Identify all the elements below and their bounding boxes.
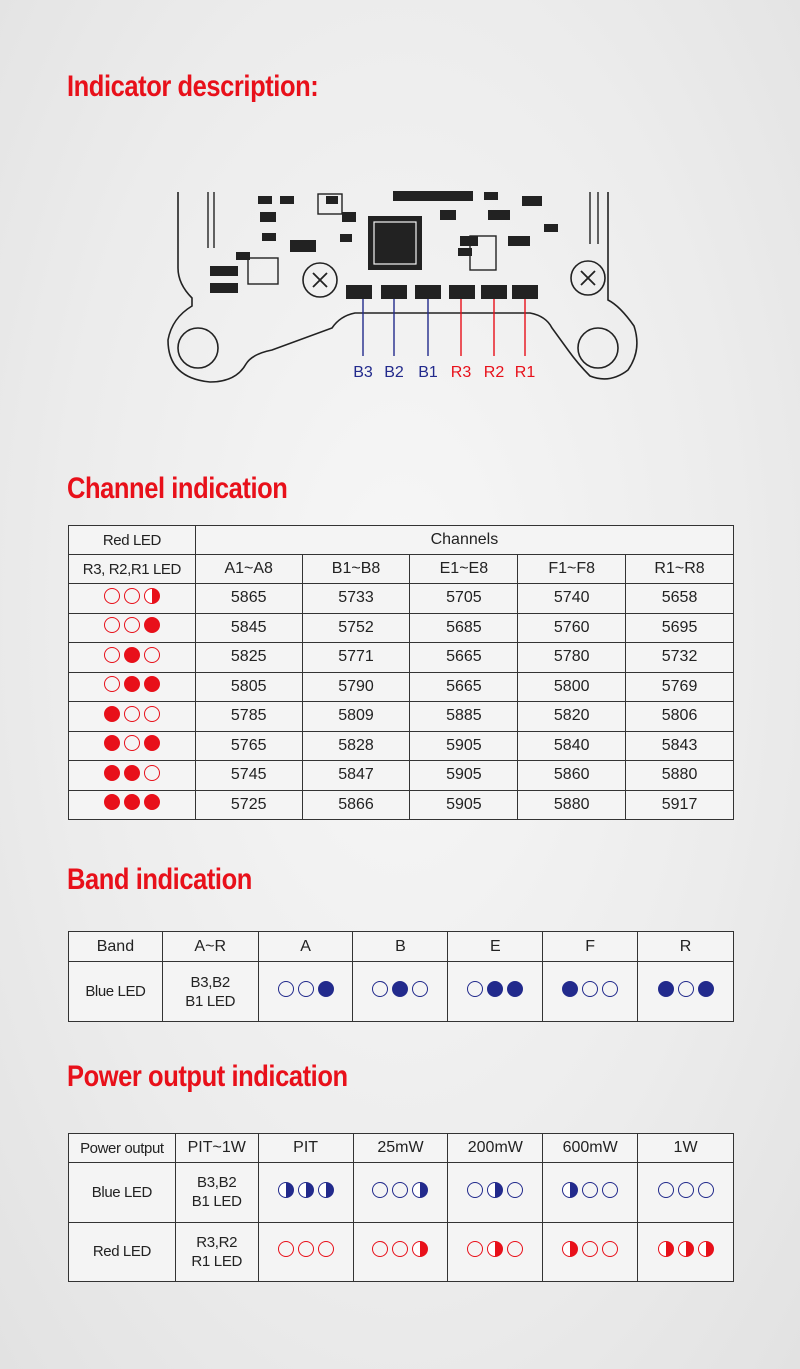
led-off-indicator bbox=[124, 617, 140, 633]
frequency-cell: 5840 bbox=[518, 731, 626, 761]
frequency-cell: 5771 bbox=[302, 643, 410, 673]
led-group bbox=[104, 706, 160, 722]
channel-col-header: F1~F8 bbox=[518, 555, 626, 584]
frequency-cell: 5800 bbox=[518, 672, 626, 702]
power-row-sub-line1: R3,R2 bbox=[196, 1233, 238, 1251]
led-half-indicator bbox=[412, 1182, 428, 1198]
frequency-cell: 5752 bbox=[302, 613, 410, 643]
band-heading: Band indication bbox=[67, 863, 252, 896]
led-off-indicator bbox=[104, 617, 120, 633]
table-row bbox=[69, 584, 734, 614]
led-on-indicator bbox=[507, 981, 523, 997]
band-row-sub-line2: B1 LED bbox=[185, 992, 236, 1010]
led-group bbox=[467, 981, 523, 997]
led-half-indicator bbox=[278, 1182, 294, 1198]
led-off-indicator bbox=[467, 1182, 483, 1198]
band-col-header: F bbox=[543, 932, 638, 962]
led-on-indicator bbox=[124, 676, 140, 692]
band-col-header: R bbox=[638, 932, 734, 962]
led-group bbox=[467, 1241, 523, 1257]
led-half-indicator bbox=[487, 1182, 503, 1198]
channel-col-header: A1~A8 bbox=[195, 555, 302, 584]
led-off-indicator bbox=[318, 1241, 334, 1257]
frequency-cell: 5805 bbox=[195, 672, 302, 702]
frequency-cell: 5880 bbox=[518, 790, 626, 820]
led-off-indicator bbox=[582, 1241, 598, 1257]
led-off-indicator bbox=[372, 981, 388, 997]
power-row-label: Blue LED bbox=[69, 1163, 176, 1223]
table-row bbox=[69, 1222, 734, 1282]
frequency-cell: 5905 bbox=[410, 761, 518, 791]
table-row bbox=[69, 790, 734, 820]
led-half-indicator bbox=[487, 1241, 503, 1257]
table-row bbox=[69, 613, 734, 643]
table-row bbox=[69, 1163, 734, 1223]
led-group bbox=[372, 981, 428, 997]
led-on-indicator bbox=[658, 981, 674, 997]
led-off-indicator bbox=[467, 1241, 483, 1257]
led-off-indicator bbox=[698, 1182, 714, 1198]
table-row bbox=[69, 643, 734, 673]
power-row-label: Red LED bbox=[69, 1222, 176, 1282]
frequency-cell: 5705 bbox=[410, 584, 518, 614]
power-col-header: 600mW bbox=[543, 1134, 638, 1163]
channel-col-header: R1~R8 bbox=[626, 555, 734, 584]
band-row-sub-line1: B3,B2 bbox=[190, 973, 230, 991]
band-table bbox=[68, 931, 734, 1022]
band-header-label: Band bbox=[69, 932, 163, 962]
red-led-cell bbox=[69, 613, 196, 643]
red-led-cell bbox=[353, 1222, 448, 1282]
led-group bbox=[467, 1182, 523, 1198]
table-row bbox=[69, 702, 734, 732]
led-group bbox=[562, 1182, 618, 1198]
led-group bbox=[372, 1241, 428, 1257]
power-row-sub-line2: R1 LED bbox=[191, 1252, 243, 1270]
frequency-cell: 5806 bbox=[626, 702, 734, 732]
led-off-indicator bbox=[678, 981, 694, 997]
led-group bbox=[658, 1182, 714, 1198]
led-group bbox=[562, 1241, 618, 1257]
frequency-cell: 5665 bbox=[410, 643, 518, 673]
led-off-indicator bbox=[278, 1241, 294, 1257]
power-col-header: 1W bbox=[638, 1134, 734, 1163]
red-led-cell bbox=[69, 584, 196, 614]
led-half-indicator bbox=[412, 1241, 428, 1257]
blue-led-cell bbox=[543, 1163, 638, 1223]
band-row-sub bbox=[162, 962, 258, 1022]
led-on-indicator bbox=[487, 981, 503, 997]
channel-table bbox=[68, 525, 734, 820]
red-led-cell bbox=[69, 731, 196, 761]
frequency-cell: 5825 bbox=[195, 643, 302, 673]
label-r1: R1 bbox=[514, 364, 536, 381]
led-group bbox=[104, 676, 160, 692]
led-off-indicator bbox=[602, 1182, 618, 1198]
led-half-indicator bbox=[658, 1241, 674, 1257]
band-col-header: A bbox=[258, 932, 353, 962]
blue-led-cell bbox=[258, 962, 353, 1022]
label-b1: B1 bbox=[418, 364, 438, 381]
led-on-indicator bbox=[124, 794, 140, 810]
led-on-indicator bbox=[392, 981, 408, 997]
band-col-header: E bbox=[448, 932, 543, 962]
led-off-indicator bbox=[602, 981, 618, 997]
frequency-cell: 5740 bbox=[518, 584, 626, 614]
led-off-indicator bbox=[104, 676, 120, 692]
frequency-cell: 5785 bbox=[195, 702, 302, 732]
frequency-cell: 5658 bbox=[626, 584, 734, 614]
frequency-cell: 5685 bbox=[410, 613, 518, 643]
led-group bbox=[104, 588, 160, 604]
led-off-indicator bbox=[298, 1241, 314, 1257]
led-on-indicator bbox=[318, 981, 334, 997]
led-off-indicator bbox=[104, 588, 120, 604]
led-off-indicator bbox=[602, 1241, 618, 1257]
power-table bbox=[68, 1133, 734, 1282]
power-row-sub-line2: B1 LED bbox=[191, 1193, 242, 1211]
frequency-cell: 5843 bbox=[626, 731, 734, 761]
led-off-indicator bbox=[658, 1182, 674, 1198]
led-off-indicator bbox=[372, 1182, 388, 1198]
power-col-header: 25mW bbox=[353, 1134, 448, 1163]
led-off-indicator bbox=[582, 981, 598, 997]
led-half-indicator bbox=[298, 1182, 314, 1198]
pcb-diagram bbox=[150, 188, 650, 388]
frequency-cell: 5745 bbox=[195, 761, 302, 791]
power-row-sub-line1: B3,B2 bbox=[197, 1174, 237, 1192]
frequency-cell: 5905 bbox=[410, 790, 518, 820]
label-b3: B3 bbox=[353, 364, 373, 381]
frequency-cell: 5760 bbox=[518, 613, 626, 643]
frequency-cell: 5847 bbox=[302, 761, 410, 791]
frequency-cell: 5732 bbox=[626, 643, 734, 673]
blue-led-cell bbox=[638, 1163, 734, 1223]
frequency-cell: 5790 bbox=[302, 672, 410, 702]
led-off-indicator bbox=[412, 981, 428, 997]
led-group bbox=[658, 1241, 714, 1257]
channel-col-header: E1~E8 bbox=[410, 555, 518, 584]
led-off-indicator bbox=[124, 588, 140, 604]
led-off-indicator bbox=[507, 1182, 523, 1198]
blue-led-cell bbox=[353, 962, 448, 1022]
led-group bbox=[104, 735, 160, 751]
led-on-indicator bbox=[104, 765, 120, 781]
frequency-cell: 5828 bbox=[302, 731, 410, 761]
frequency-cell: 5905 bbox=[410, 731, 518, 761]
frequency-cell: 5765 bbox=[195, 731, 302, 761]
red-led-cell bbox=[543, 1222, 638, 1282]
led-group bbox=[372, 1182, 428, 1198]
power-header-label: Power output bbox=[69, 1134, 176, 1163]
led-group bbox=[104, 647, 160, 663]
led-on-indicator bbox=[124, 647, 140, 663]
led-group bbox=[278, 1241, 334, 1257]
led-group bbox=[278, 981, 334, 997]
blue-led-cell bbox=[638, 962, 734, 1022]
blue-led-cell bbox=[353, 1163, 448, 1223]
led-half-indicator bbox=[698, 1241, 714, 1257]
led-on-indicator bbox=[144, 735, 160, 751]
frequency-cell: 5733 bbox=[302, 584, 410, 614]
led-off-indicator bbox=[392, 1241, 408, 1257]
led-off-indicator bbox=[467, 981, 483, 997]
blue-led-cell bbox=[448, 962, 543, 1022]
frequency-cell: 5917 bbox=[626, 790, 734, 820]
led-on-indicator bbox=[144, 676, 160, 692]
led-off-indicator bbox=[392, 1182, 408, 1198]
led-off-indicator bbox=[372, 1241, 388, 1257]
led-group bbox=[104, 617, 160, 633]
channels-header: Channels bbox=[195, 526, 733, 555]
led-off-indicator bbox=[298, 981, 314, 997]
led-half-indicator bbox=[562, 1241, 578, 1257]
band-row-label: Blue LED bbox=[69, 962, 163, 1022]
led-off-indicator bbox=[124, 735, 140, 751]
led-off-indicator bbox=[144, 765, 160, 781]
frequency-cell: 5820 bbox=[518, 702, 626, 732]
led-half-indicator bbox=[562, 1182, 578, 1198]
frequency-cell: 5885 bbox=[410, 702, 518, 732]
led-off-indicator bbox=[144, 706, 160, 722]
led-off-indicator bbox=[124, 706, 140, 722]
blue-led-cell bbox=[448, 1163, 543, 1223]
red-led-cell bbox=[448, 1222, 543, 1282]
led-group bbox=[104, 765, 160, 781]
channel-corner-top: Red LED bbox=[69, 526, 196, 555]
frequency-cell: 5725 bbox=[195, 790, 302, 820]
red-led-cell bbox=[638, 1222, 734, 1282]
table-row bbox=[69, 761, 734, 791]
red-led-cell bbox=[69, 790, 196, 820]
led-off-indicator bbox=[104, 647, 120, 663]
led-on-indicator bbox=[144, 794, 160, 810]
power-row-sub bbox=[175, 1222, 258, 1282]
label-r2: R2 bbox=[483, 364, 505, 381]
channel-heading: Channel indication bbox=[67, 472, 288, 505]
led-half-indicator bbox=[318, 1182, 334, 1198]
channel-col-header: B1~B8 bbox=[302, 555, 410, 584]
band-col-header: B bbox=[353, 932, 448, 962]
led-on-indicator bbox=[104, 706, 120, 722]
channel-corner-bottom: R3, R2,R1 LED bbox=[69, 555, 196, 584]
led-on-indicator bbox=[562, 981, 578, 997]
red-led-cell bbox=[69, 761, 196, 791]
frequency-cell: 5845 bbox=[195, 613, 302, 643]
frequency-cell: 5860 bbox=[518, 761, 626, 791]
led-on-indicator bbox=[698, 981, 714, 997]
red-led-cell bbox=[69, 643, 196, 673]
led-half-indicator bbox=[678, 1241, 694, 1257]
frequency-cell: 5809 bbox=[302, 702, 410, 732]
power-row-sub bbox=[175, 1163, 258, 1223]
led-on-indicator bbox=[124, 765, 140, 781]
red-led-cell bbox=[69, 702, 196, 732]
led-group bbox=[562, 981, 618, 997]
power-header-range: PIT~1W bbox=[175, 1134, 258, 1163]
frequency-cell: 5769 bbox=[626, 672, 734, 702]
table-row bbox=[69, 731, 734, 761]
table-row bbox=[69, 672, 734, 702]
led-group bbox=[278, 1182, 334, 1198]
power-col-header: PIT bbox=[258, 1134, 353, 1163]
label-r3: R3 bbox=[450, 364, 472, 381]
led-off-indicator bbox=[678, 1182, 694, 1198]
led-off-indicator bbox=[144, 647, 160, 663]
led-on-indicator bbox=[104, 735, 120, 751]
red-led-cell bbox=[258, 1222, 353, 1282]
blue-led-cell bbox=[543, 962, 638, 1022]
led-on-indicator bbox=[144, 617, 160, 633]
power-col-header: 200mW bbox=[448, 1134, 543, 1163]
led-off-indicator bbox=[582, 1182, 598, 1198]
label-b2: B2 bbox=[384, 364, 404, 381]
led-half-indicator bbox=[144, 588, 160, 604]
frequency-cell: 5865 bbox=[195, 584, 302, 614]
frequency-cell: 5695 bbox=[626, 613, 734, 643]
led-group bbox=[658, 981, 714, 997]
blue-led-cell bbox=[258, 1163, 353, 1223]
led-off-indicator bbox=[507, 1241, 523, 1257]
frequency-cell: 5880 bbox=[626, 761, 734, 791]
frequency-cell: 5665 bbox=[410, 672, 518, 702]
red-led-cell bbox=[69, 672, 196, 702]
indicator-heading: Indicator description: bbox=[67, 70, 319, 103]
power-heading: Power output indication bbox=[67, 1060, 348, 1093]
band-header-range: A~R bbox=[162, 932, 258, 962]
frequency-cell: 5866 bbox=[302, 790, 410, 820]
led-on-indicator bbox=[104, 794, 120, 810]
led-off-indicator bbox=[278, 981, 294, 997]
led-group bbox=[104, 794, 160, 810]
frequency-cell: 5780 bbox=[518, 643, 626, 673]
